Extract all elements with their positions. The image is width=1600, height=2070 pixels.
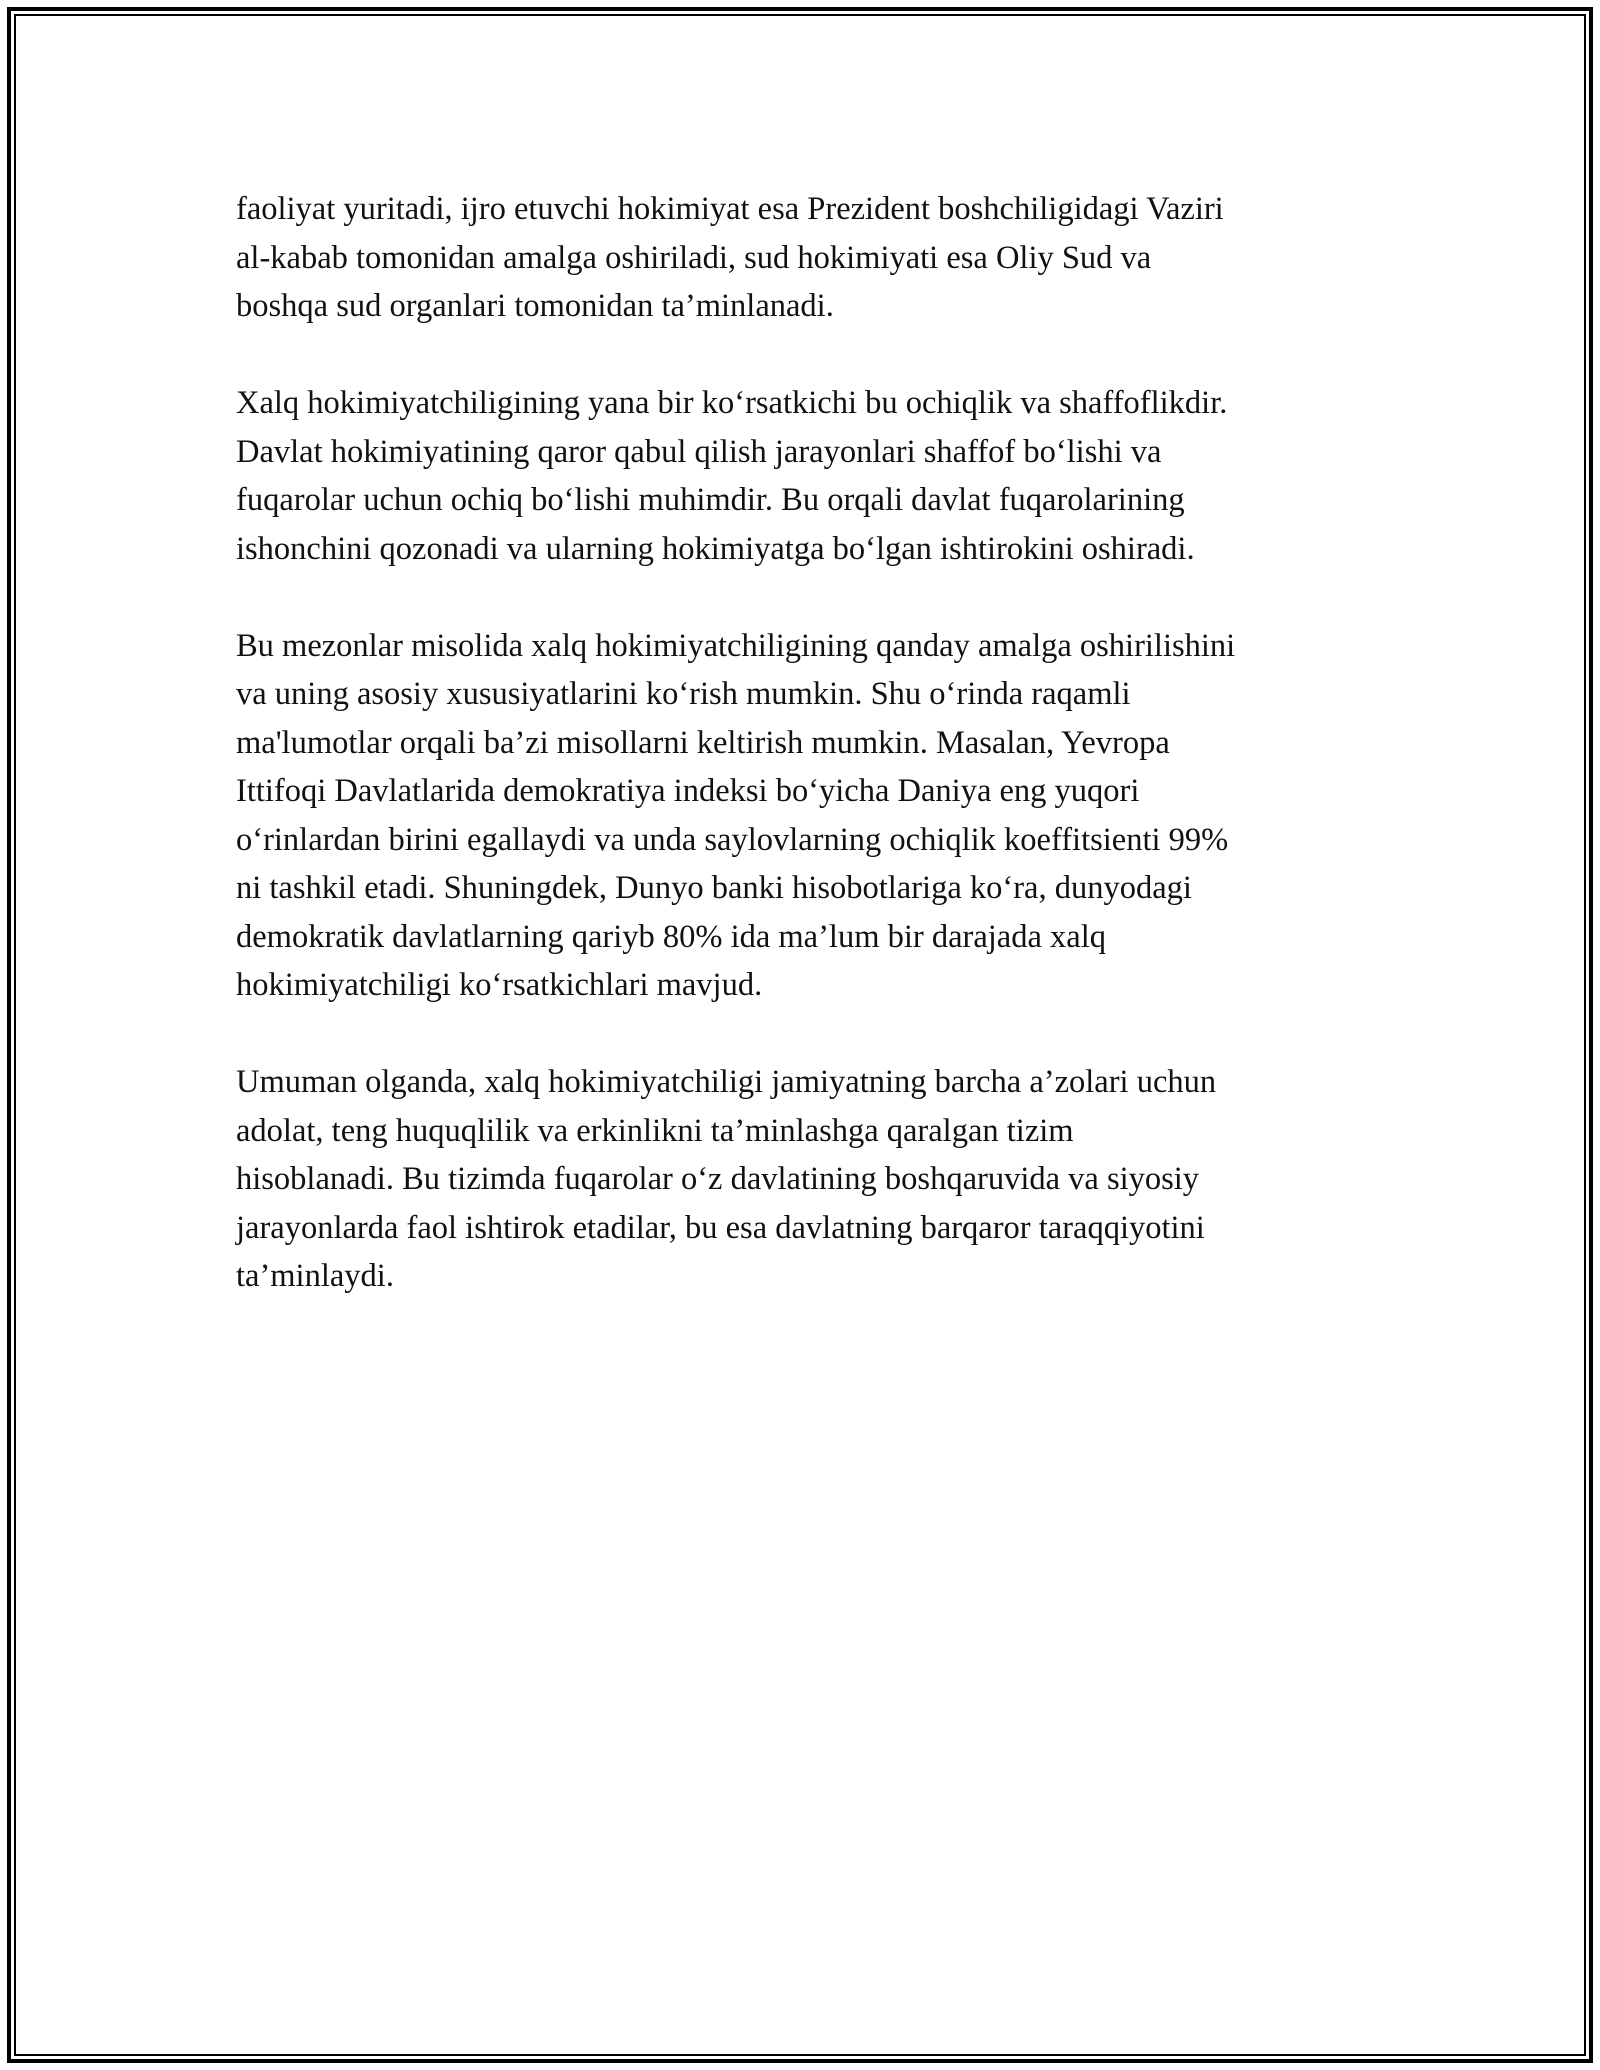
text-line: al-kabab tomonidan amalga oshiriladi, sud hokimiyati esa Oliy Sud va (236, 239, 1152, 276)
text-line: adolat, teng huquqlilik va erkinlikni ta’minlashga qaralgan tizim (236, 1112, 1074, 1149)
paragraph-4 (236, 1058, 1386, 1301)
text-line: Ittifoqi Davlatlarida demokratiya indeksi bo‘yicha Daniya eng yuqori (236, 773, 1140, 809)
text-line: va uning asosiy xususiyatlarini ko‘rish mumkin. Shu o‘rinda raqamli (236, 676, 1131, 712)
text-line: ma'lumotlar orqali ba’zi misollarni keltirish mumkin. Masalan, Yevropa (236, 724, 1170, 761)
text-line: Umuman olganda, xalq hokimiyatchiligi jamiyatning barcha a’zolari uchun (236, 1064, 1217, 1100)
text-line: ni tashkil etadi. Shuningdek, Dunyo banki hisobotlariga ko‘ra, dunyodagi (236, 870, 1192, 906)
text-line: Xalq hokimiyatchiligining yana bir ko‘rsatkichi bu ochiqlik va shaffoflikdir. (236, 385, 1228, 421)
text-line: demokratik davlatlarning qariyb 80% ida ma’lum bir darajada xalq (236, 918, 1106, 955)
text-line: Davlat hokimiyatining qaror qabul qilish jarayonlari shaffof bo‘lishi va (236, 433, 1162, 470)
document-body (236, 185, 1386, 1349)
text-line: hisoblanadi. Bu tizimda fuqarolar o‘z davlatining boshqaruvida va siyosiy (236, 1161, 1200, 1197)
text-line: ta’minlaydi. (236, 1258, 394, 1294)
text-line: boshqa sud organlari tomonidan ta’minlanadi. (236, 288, 834, 324)
text-line: o‘rinlardan birini egallaydi va unda saylovlarning ochiqlik koeffitsienti 99% (236, 821, 1229, 858)
text-line: fuqarolar uchun ochiq bo‘lishi muhimdir. Bu orqali davlat fuqarolarining (236, 482, 1185, 518)
paragraph-1 (236, 185, 1386, 331)
paragraph-3 (236, 622, 1386, 1010)
text-line: faoliyat yuritadi, ijro etuvchi hokimiyat esa Prezident boshchiligidagi Vaziri (236, 191, 1224, 227)
text-line: hokimiyatchiligi ko‘rsatkichlari mavjud. (236, 967, 763, 1003)
text-line: Bu mezonlar misolida xalq hokimiyatchiligining qanday amalga oshirilishini (236, 627, 1236, 664)
text-line: jarayonlarda faol ishtirok etadilar, bu esa davlatning barqaror taraqqiyotini (236, 1209, 1205, 1246)
text-line: ishonchini qozonadi va ularning hokimiyatga bo‘lgan ishtirokini oshiradi. (236, 530, 1195, 567)
paragraph-2 (236, 379, 1386, 573)
